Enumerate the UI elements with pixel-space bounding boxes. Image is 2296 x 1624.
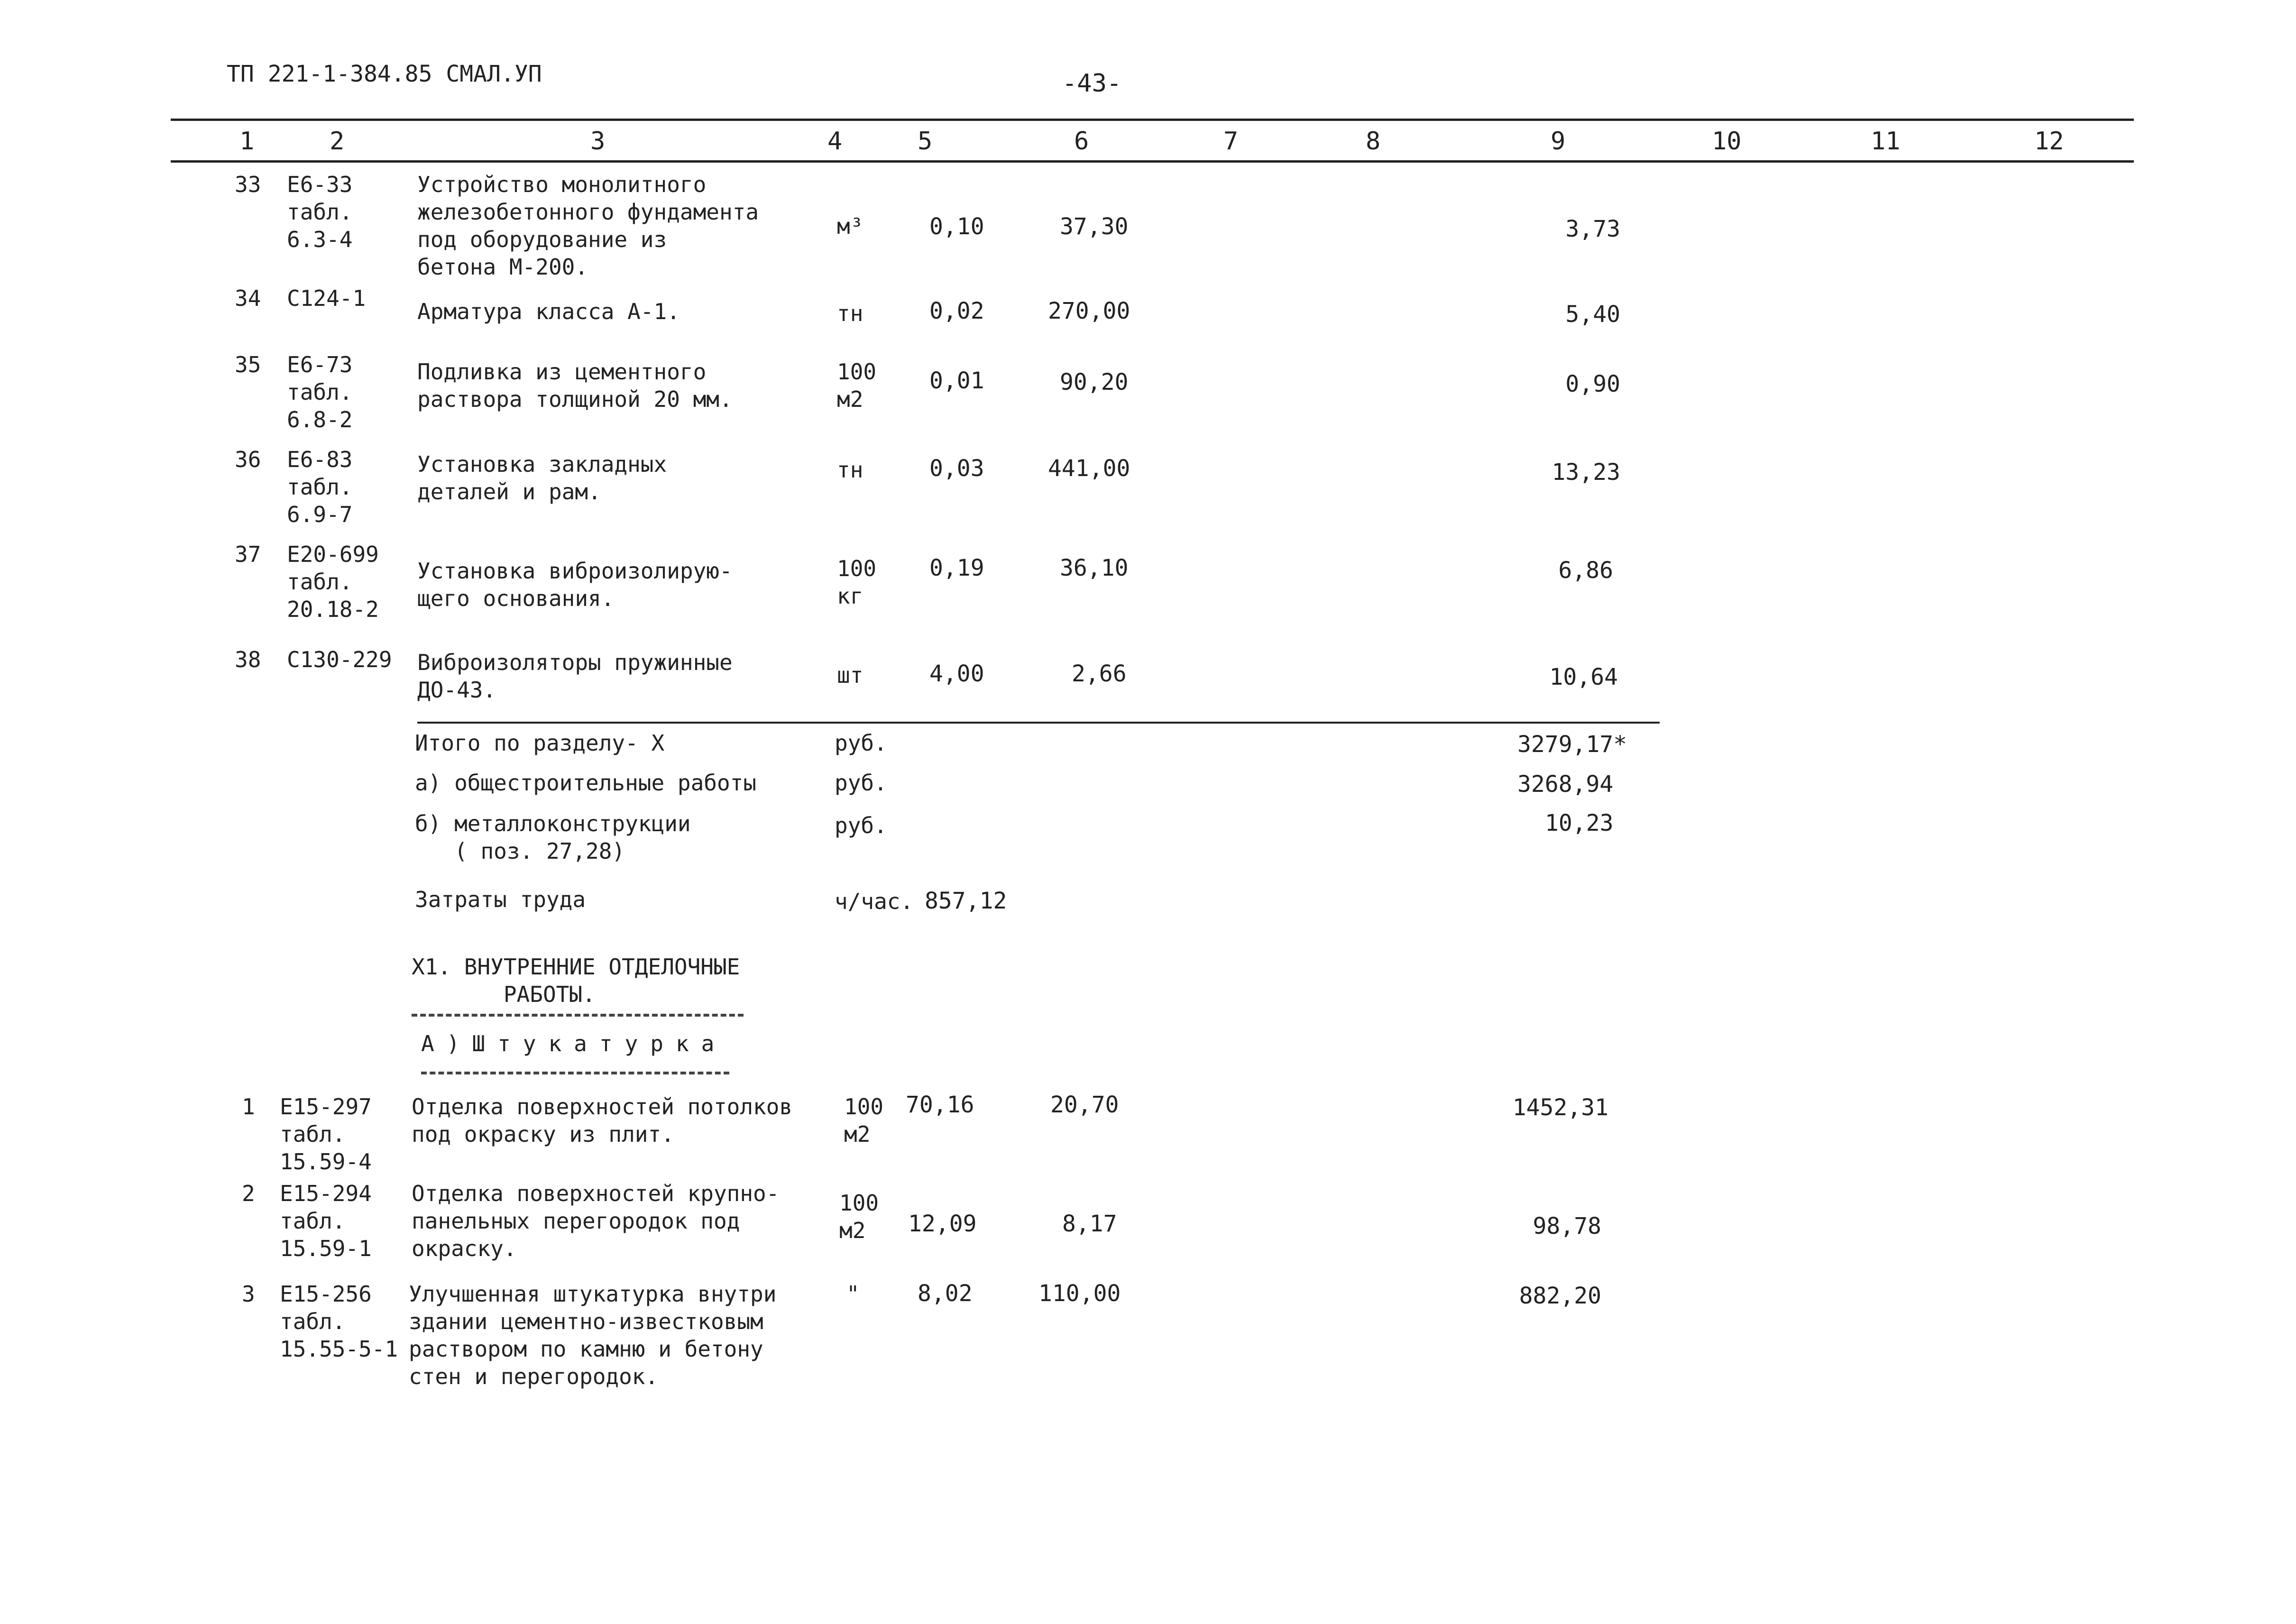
row-total: 13,23	[1552, 459, 1620, 486]
row-position: 35	[235, 352, 261, 377]
row-position: 38	[235, 647, 261, 672]
row-total: 5,40	[1565, 301, 1620, 328]
row-unit: 100 м2	[844, 1094, 884, 1147]
row-price: 2,66	[1072, 661, 1127, 687]
row-price: 37,30	[1060, 213, 1129, 240]
row-unit: 100 м2	[837, 359, 877, 412]
labor-costs-unit: ч/час.	[835, 889, 914, 914]
metal-structures-value: 10,23	[1545, 810, 1614, 836]
section-total-value: 3279,17*	[1517, 731, 1627, 758]
column-header-5: 5	[918, 127, 933, 156]
row-quantity: 8,02	[918, 1280, 973, 1307]
column-header-1: 1	[239, 127, 255, 156]
row-description: Виброизоляторы пружинные ДО-43.	[417, 650, 733, 703]
general-construction-value: 3268,94	[1517, 771, 1614, 798]
column-header-10: 10	[1712, 127, 1742, 156]
row-code: С130-229	[287, 647, 392, 672]
row-unit: тн	[837, 301, 863, 326]
column-header-8: 8	[1366, 127, 1381, 156]
row-unit: м³	[837, 213, 863, 239]
row-unit: 100 м2	[839, 1190, 879, 1243]
metal-structures-label: б) металлоконструкции ( поз. 27,28)	[415, 811, 691, 864]
row-quantity: 0,01	[929, 367, 984, 394]
row-description: Установка виброизолирую- щего основания.	[417, 558, 733, 611]
row-total: 0,90	[1565, 371, 1620, 397]
column-header-4: 4	[827, 127, 843, 156]
table-header-bottom-rule	[171, 160, 2134, 163]
column-header-9: 9	[1551, 127, 1566, 156]
row-price: 8,17	[1062, 1211, 1117, 1237]
row-unit: 100 кг	[837, 556, 877, 609]
row-total: 98,78	[1533, 1213, 1601, 1239]
row-description: Отделка поверхностей потолков под окраску из плит.	[412, 1094, 793, 1147]
row-price: 110,00	[1038, 1280, 1121, 1307]
row-price: 20,70	[1050, 1092, 1119, 1118]
row-position: 36	[235, 447, 261, 472]
row-unit: тн	[837, 457, 863, 483]
row-price: 90,20	[1060, 369, 1129, 395]
row-code: Е6-33 табл. 6.3-4	[287, 172, 353, 252]
row-position: 1	[242, 1094, 255, 1119]
row-quantity: 0,03	[929, 455, 984, 482]
column-header-3: 3	[590, 127, 606, 156]
row-total: 882,20	[1519, 1283, 1601, 1309]
row-total: 6,86	[1558, 557, 1613, 584]
row-code: Е15-294 табл. 15.59-1	[280, 1181, 372, 1261]
labor-costs-label: Затраты труда	[415, 887, 586, 912]
row-position: 37	[235, 541, 261, 567]
row-position: 2	[242, 1181, 255, 1206]
row-quantity: 0,19	[929, 555, 984, 581]
column-header-7: 7	[1223, 127, 1239, 156]
document-code: ТП 221-1-384.85 СМАЛ.УП	[227, 61, 542, 87]
row-position: 3	[242, 1281, 255, 1307]
row-description: Устройство монолитного железобетонного фундамента под оборудование из бетона М-200.	[417, 172, 759, 280]
general-construction-unit: руб.	[835, 770, 887, 796]
row-quantity: 12,09	[908, 1211, 977, 1237]
section-total-unit: руб.	[835, 730, 887, 756]
row-description: Установка закладных деталей и рам.	[417, 451, 667, 505]
section-total-label: Итого по разделу- Х	[415, 730, 665, 756]
row-total: 3,73	[1565, 216, 1620, 242]
column-header-11: 11	[1871, 127, 1901, 156]
row-total: 1452,31	[1512, 1094, 1608, 1121]
row-description: Улучшенная штукатурка внутри здании цементно-известковым раствором по камню и бетону стен и перегородок.	[409, 1281, 777, 1389]
page-number: -43-	[1062, 69, 1122, 98]
row-description: Арматура класса А-1.	[417, 299, 680, 324]
row-unit: шт	[837, 662, 863, 688]
metal-structures-unit: руб.	[835, 813, 887, 838]
section-subtitle: А)Штукатурка	[421, 1031, 727, 1056]
row-code: Е15-297 табл. 15.59-4	[280, 1094, 372, 1174]
row-code: С124-1	[287, 285, 366, 311]
row-code: Е6-83 табл. 6.9-7	[287, 447, 353, 527]
section-title: Х1. ВНУТРЕННИЕ ОТДЕЛОЧНЫЕ РАБОТЫ.	[412, 954, 740, 1007]
row-position: 34	[235, 285, 261, 311]
totals-divider-rule	[417, 722, 1660, 724]
column-header-2: 2	[330, 127, 345, 156]
row-quantity: 4,00	[929, 661, 984, 687]
section-subtitle-underline	[421, 1072, 729, 1074]
section-title-underline	[412, 1014, 744, 1017]
row-quantity: 0,10	[929, 213, 984, 240]
row-code: Е20-699 табл. 20.18-2	[287, 541, 379, 622]
row-code: Е6-73 табл. 6.8-2	[287, 352, 353, 432]
row-quantity: 70,16	[906, 1092, 974, 1118]
row-total: 10,64	[1549, 664, 1618, 690]
row-description: Отделка поверхностей крупно- панельных перегородок под окраску.	[412, 1181, 780, 1261]
row-quantity: 0,02	[929, 298, 984, 324]
row-description: Подливка из цементного раствора толщиной 20 мм.	[417, 359, 733, 412]
row-unit: "	[846, 1281, 860, 1307]
row-price: 270,00	[1048, 298, 1130, 324]
row-code: Е15-256 табл. 15.55-5-1	[280, 1281, 398, 1362]
table-top-rule	[171, 119, 2134, 121]
column-header-12: 12	[2034, 127, 2064, 156]
column-header-6: 6	[1074, 127, 1089, 156]
row-price: 36,10	[1060, 555, 1129, 581]
row-position: 33	[235, 172, 261, 197]
row-price: 441,00	[1048, 455, 1130, 482]
general-construction-label: а) общестроительные работы	[415, 770, 757, 796]
labor-costs-value: 857,12	[925, 888, 1007, 914]
